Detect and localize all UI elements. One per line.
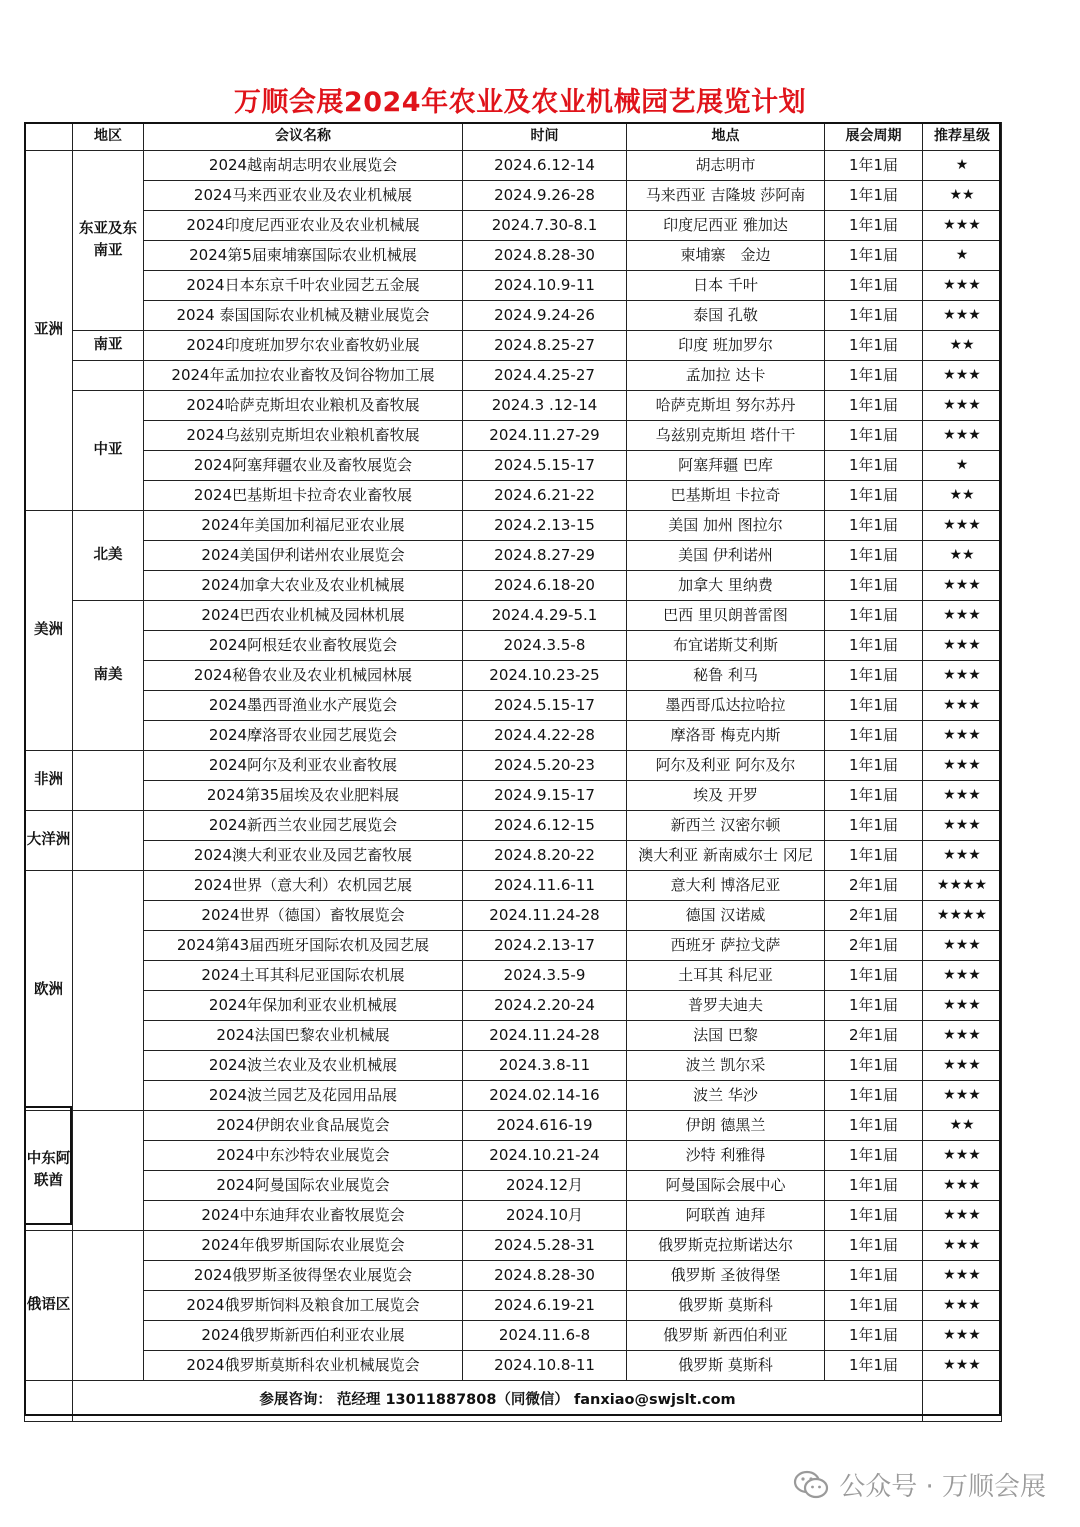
rating-cell: ★★★ <box>923 211 1002 241</box>
rating-cell: ★★★ <box>923 391 1002 421</box>
watermark-text: 公众号 · 万顺会展 <box>839 1472 1046 1502</box>
page-title: 万顺会展2024年农业及农业机械园艺展览计划 <box>233 87 807 118</box>
cycle-cell: 1年1届 <box>825 211 923 241</box>
cycle-cell: 2年1届 <box>825 871 923 901</box>
location-cell: 西班牙 萨拉戈萨 <box>627 931 825 961</box>
rating-cell: ★ <box>923 241 1002 271</box>
subregion-cell: 东亚及东南亚 <box>73 151 144 331</box>
exhibition-name-cell: 2024俄罗斯莫斯科农业机械展览会 <box>144 1351 463 1381</box>
cycle-cell: 1年1届 <box>825 241 923 271</box>
subregion-cell: 南亚 <box>73 331 144 361</box>
cycle-cell: 1年1届 <box>825 1201 923 1231</box>
rating-cell: ★★★ <box>923 1291 1002 1321</box>
watermark <box>793 1466 1046 1503</box>
location-cell: 阿塞拜疆 巴库 <box>627 451 825 481</box>
subregion-cell <box>73 751 144 811</box>
rating-cell: ★★★ <box>923 511 1002 541</box>
location-cell: 普罗夫迪夫 <box>627 991 825 1021</box>
date-cell: 2024.02.14-16 <box>463 1081 627 1111</box>
table-row <box>25 601 1002 631</box>
rating-cell: ★★★ <box>923 811 1002 841</box>
header-location: 地点 <box>627 123 825 151</box>
cycle-cell: 1年1届 <box>825 1351 923 1381</box>
location-cell: 德国 汉诺威 <box>627 901 825 931</box>
continent-cell: 俄语区 <box>25 1231 73 1381</box>
location-cell: 沙特 利雅得 <box>627 1141 825 1171</box>
location-cell: 日本 千叶 <box>627 271 825 301</box>
exhibition-name-cell: 2024年美国加利福尼亚农业展 <box>144 511 463 541</box>
exhibition-name-cell: 2024哈萨克斯坦农业粮机及畜牧展 <box>144 391 463 421</box>
location-cell: 柬埔寨 金边 <box>627 241 825 271</box>
location-cell: 俄罗斯 莫斯科 <box>627 1351 825 1381</box>
cycle-cell: 1年1届 <box>825 751 923 781</box>
subregion-cell <box>73 361 144 391</box>
rating-cell: ★★★ <box>923 571 1002 601</box>
location-cell: 俄罗斯克拉斯诺达尔 <box>627 1231 825 1261</box>
exhibition-name-cell: 2024年保加利亚农业机械展 <box>144 991 463 1021</box>
date-cell: 2024.8.27-29 <box>463 541 627 571</box>
exhibition-name-cell: 2024阿根廷农业畜牧展览会 <box>144 631 463 661</box>
location-cell: 哈萨克斯坦 努尔苏丹 <box>627 391 825 421</box>
exhibition-name-cell: 2024中东迪拜农业畜牧展览会 <box>144 1201 463 1231</box>
exhibition-name-cell: 2024秘鲁农业及农业机械园林展 <box>144 661 463 691</box>
cycle-cell: 1年1届 <box>825 661 923 691</box>
date-cell: 2024.4.25-27 <box>463 361 627 391</box>
date-cell: 2024.11.24-28 <box>463 901 627 931</box>
location-cell: 埃及 开罗 <box>627 781 825 811</box>
table-header-row <box>25 123 1002 151</box>
date-cell: 2024.4.29-5.1 <box>463 601 627 631</box>
subregion-cell: 中亚 <box>73 391 144 511</box>
cycle-cell: 1年1届 <box>825 301 923 331</box>
table-row <box>25 1321 1002 1351</box>
date-cell: 2024.11.24-28 <box>463 1021 627 1051</box>
subregion-cell <box>73 1111 144 1231</box>
cycle-cell: 1年1届 <box>825 961 923 991</box>
exhibition-name-cell: 2024伊朗农业食品展览会 <box>144 1111 463 1141</box>
wechat-icon <box>793 1470 829 1500</box>
subregion-cell <box>73 871 144 1111</box>
exhibition-name-cell: 2024世界（德国）畜牧展览会 <box>144 901 463 931</box>
exhibition-name-cell: 2024波兰园艺及花园用品展 <box>144 1081 463 1111</box>
date-cell: 2024.6.19-21 <box>463 1291 627 1321</box>
exhibition-name-cell: 2024印度尼西亚农业及农业机械展 <box>144 211 463 241</box>
location-cell: 秘鲁 利马 <box>627 661 825 691</box>
exhibition-name-cell: 2024加拿大农业及农业机械展 <box>144 571 463 601</box>
cycle-cell: 1年1届 <box>825 601 923 631</box>
rating-cell: ★★★★ <box>923 901 1002 931</box>
date-cell: 2024.11.6-8 <box>463 1321 627 1351</box>
cycle-cell: 1年1届 <box>825 781 923 811</box>
header-region: 地区 <box>73 123 144 151</box>
date-cell: 2024.616-19 <box>463 1111 627 1141</box>
table-row <box>25 991 1002 1021</box>
table-row <box>25 1201 1002 1231</box>
exhibition-name-cell: 2024巴基斯坦卡拉奇农业畜牧展 <box>144 481 463 511</box>
location-cell: 加拿大 里纳费 <box>627 571 825 601</box>
date-cell: 2024.3.8-11 <box>463 1051 627 1081</box>
cycle-cell: 1年1届 <box>825 571 923 601</box>
location-cell: 澳大利亚 新南威尔士 冈尼 <box>627 841 825 871</box>
rating-cell: ★★★ <box>923 1081 1002 1111</box>
rating-cell: ★★★ <box>923 661 1002 691</box>
date-cell: 2024.11.27-29 <box>463 421 627 451</box>
date-cell: 2024.2.13-15 <box>463 511 627 541</box>
rating-cell: ★★ <box>923 541 1002 571</box>
date-cell: 2024.5.15-17 <box>463 451 627 481</box>
table-row <box>25 1141 1002 1171</box>
rating-cell: ★★★ <box>923 421 1002 451</box>
cycle-cell: 1年1届 <box>825 151 923 181</box>
table-row <box>25 421 1002 451</box>
date-cell: 2024.6.12-15 <box>463 811 627 841</box>
cycle-cell: 2年1届 <box>825 901 923 931</box>
cycle-cell: 1年1届 <box>825 1171 923 1201</box>
location-cell: 墨西哥瓜达拉哈拉 <box>627 691 825 721</box>
table-row <box>25 361 1002 391</box>
rating-cell: ★★★ <box>923 1351 1002 1381</box>
exhibition-name-cell: 2024土耳其科尼亚国际农机展 <box>144 961 463 991</box>
rating-cell: ★★★★ <box>923 871 1002 901</box>
rating-cell: ★★★ <box>923 931 1002 961</box>
location-cell: 乌兹别克斯坦 塔什干 <box>627 421 825 451</box>
cycle-cell: 1年1届 <box>825 1141 923 1171</box>
table-row <box>25 661 1002 691</box>
subregion-cell <box>73 811 144 871</box>
exhibition-name-cell: 2024第35届埃及农业肥料展 <box>144 781 463 811</box>
date-cell: 2024.3.5-8 <box>463 631 627 661</box>
date-cell: 2024.10.23-25 <box>463 661 627 691</box>
location-cell: 马来西亚 吉隆坡 莎阿南 <box>627 181 825 211</box>
table-row <box>25 1171 1002 1201</box>
exhibition-name-cell: 2024中东沙特农业展览会 <box>144 1141 463 1171</box>
table-row <box>25 751 1002 781</box>
table-row <box>25 301 1002 331</box>
table-row <box>25 271 1002 301</box>
cycle-cell: 1年1届 <box>825 391 923 421</box>
subregion-cell <box>73 1231 144 1381</box>
rating-cell: ★★★ <box>923 1141 1002 1171</box>
date-cell: 2024.6.12-14 <box>463 151 627 181</box>
date-cell: 2024.5.20-23 <box>463 751 627 781</box>
table-row <box>25 1081 1002 1111</box>
location-cell: 泰国 孔敬 <box>627 301 825 331</box>
cycle-cell: 1年1届 <box>825 1321 923 1351</box>
continent-cell: 中东阿联酋 <box>25 1111 73 1231</box>
continent-cell: 非洲 <box>25 751 73 811</box>
location-cell: 阿曼国际会展中心 <box>627 1171 825 1201</box>
cycle-cell: 1年1届 <box>825 271 923 301</box>
rating-cell: ★★ <box>923 331 1002 361</box>
continent-cell: 大洋洲 <box>25 811 73 871</box>
date-cell: 2024.8.28-30 <box>463 241 627 271</box>
exhibition-name-cell: 2024日本东京千叶农业园艺五金展 <box>144 271 463 301</box>
table-row <box>25 781 1002 811</box>
rating-cell: ★★★ <box>923 301 1002 331</box>
location-cell: 印度 班加罗尔 <box>627 331 825 361</box>
rating-cell: ★★★ <box>923 691 1002 721</box>
header-rating: 推荐星级 <box>923 123 1002 151</box>
date-cell: 2024.12月 <box>463 1171 627 1201</box>
rating-cell: ★★★ <box>923 991 1002 1021</box>
rating-cell: ★★★ <box>923 1321 1002 1351</box>
rating-cell: ★★★ <box>923 271 1002 301</box>
date-cell: 2024.5.28-31 <box>463 1231 627 1261</box>
table-row <box>25 571 1002 601</box>
exhibition-name-cell: 2024俄罗斯新西伯利亚农业展 <box>144 1321 463 1351</box>
location-cell: 波兰 凯尔采 <box>627 1051 825 1081</box>
rating-cell: ★★★ <box>923 1261 1002 1291</box>
location-cell: 美国 加州 图拉尔 <box>627 511 825 541</box>
date-cell: 2024.8.25-27 <box>463 331 627 361</box>
date-cell: 2024.9.24-26 <box>463 301 627 331</box>
rating-cell: ★★ <box>923 181 1002 211</box>
rating-cell: ★★★ <box>923 841 1002 871</box>
table-row <box>25 211 1002 241</box>
continent-cell: 欧洲 <box>25 871 73 1111</box>
location-cell: 美国 伊利诺州 <box>627 541 825 571</box>
continent-cell: 亚洲 <box>25 151 73 511</box>
table-row <box>25 391 1002 421</box>
date-cell: 2024.7.30-8.1 <box>463 211 627 241</box>
continent-cell: 美洲 <box>25 511 73 751</box>
cycle-cell: 1年1届 <box>825 691 923 721</box>
exhibition-name-cell: 2024世界（意大利）农机园艺展 <box>144 871 463 901</box>
exhibition-name-cell: 2024新西兰农业园艺展览会 <box>144 811 463 841</box>
exhibition-name-cell: 2024第5届柬埔寨国际农业机械展 <box>144 241 463 271</box>
date-cell: 2024.10.21-24 <box>463 1141 627 1171</box>
subregion-cell: 南美 <box>73 601 144 751</box>
cycle-cell: 1年1届 <box>825 841 923 871</box>
location-cell: 胡志明市 <box>627 151 825 181</box>
date-cell: 2024.9.26-28 <box>463 181 627 211</box>
cycle-cell: 1年1届 <box>825 331 923 361</box>
table-row <box>25 1231 1002 1261</box>
rating-cell: ★★★ <box>923 751 1002 781</box>
cycle-cell: 1年1届 <box>825 451 923 481</box>
date-cell: 2024.2.20-24 <box>463 991 627 1021</box>
table-row <box>25 841 1002 871</box>
exhibition-name-cell: 2024波兰农业及农业机械展 <box>144 1051 463 1081</box>
table-row <box>25 931 1002 961</box>
cycle-cell: 1年1届 <box>825 511 923 541</box>
cycle-cell: 1年1届 <box>825 1051 923 1081</box>
rating-cell: ★★★ <box>923 1201 1002 1231</box>
rating-cell: ★★★ <box>923 1021 1002 1051</box>
rating-cell: ★★ <box>923 481 1002 511</box>
location-cell: 法国 巴黎 <box>627 1021 825 1051</box>
location-cell: 新西兰 汉密尔顿 <box>627 811 825 841</box>
rating-cell: ★★★ <box>923 721 1002 751</box>
table-row <box>25 451 1002 481</box>
exhibition-name-cell: 2024澳大利亚农业及园艺畜牧展 <box>144 841 463 871</box>
cycle-cell: 1年1届 <box>825 181 923 211</box>
header-name: 会议名称 <box>144 123 463 151</box>
table-row <box>25 151 1002 181</box>
exhibition-name-cell: 2024印度班加罗尔农业畜牧奶业展 <box>144 331 463 361</box>
exhibition-name-cell: 2024俄罗斯圣彼得堡农业展览会 <box>144 1261 463 1291</box>
rating-cell: ★ <box>923 151 1002 181</box>
cycle-cell: 1年1届 <box>825 1081 923 1111</box>
cycle-cell: 1年1届 <box>825 1111 923 1141</box>
location-cell: 印度尼西亚 雅加达 <box>627 211 825 241</box>
table-row <box>25 811 1002 841</box>
cycle-cell: 1年1届 <box>825 361 923 391</box>
date-cell: 2024.6.18-20 <box>463 571 627 601</box>
location-cell: 孟加拉 达卡 <box>627 361 825 391</box>
cycle-cell: 2年1届 <box>825 1021 923 1051</box>
table-row <box>25 511 1002 541</box>
date-cell: 2024.11.6-11 <box>463 871 627 901</box>
cycle-cell: 1年1届 <box>825 721 923 751</box>
location-cell: 波兰 华沙 <box>627 1081 825 1111</box>
location-cell: 俄罗斯 莫斯科 <box>627 1291 825 1321</box>
location-cell: 巴西 里贝朗普雷图 <box>627 601 825 631</box>
table-row <box>25 481 1002 511</box>
contact-info: 参展咨询： 范经理 13011887808（同微信） fanxiao@swjslt.com <box>73 1381 923 1422</box>
date-cell: 2024.10.9-11 <box>463 271 627 301</box>
exhibition-name-cell: 2024墨西哥渔业水产展览会 <box>144 691 463 721</box>
location-cell: 土耳其 科尼亚 <box>627 961 825 991</box>
table-row <box>25 691 1002 721</box>
subregion-cell: 北美 <box>73 511 144 601</box>
table-row <box>25 901 1002 931</box>
cycle-cell: 1年1届 <box>825 541 923 571</box>
cycle-cell: 1年1届 <box>825 421 923 451</box>
table-row <box>25 1261 1002 1291</box>
rating-cell: ★★★ <box>923 601 1002 631</box>
rating-cell: ★ <box>923 451 1002 481</box>
header-cycle: 展会周期 <box>825 123 923 151</box>
date-cell: 2024.8.20-22 <box>463 841 627 871</box>
contact-row <box>25 1381 1002 1422</box>
rating-cell: ★★★ <box>923 1171 1002 1201</box>
exhibition-name-cell: 2024俄罗斯饲料及粮食加工展览会 <box>144 1291 463 1321</box>
exhibition-name-cell: 2024法国巴黎农业机械展 <box>144 1021 463 1051</box>
date-cell: 2024.4.22-28 <box>463 721 627 751</box>
date-cell: 2024.10.8-11 <box>463 1351 627 1381</box>
cycle-cell: 2年1届 <box>825 931 923 961</box>
date-cell: 2024.6.21-22 <box>463 481 627 511</box>
exhibition-name-cell: 2024 泰国国际农业机械及糖业展览会 <box>144 301 463 331</box>
date-cell: 2024.2.13-17 <box>463 931 627 961</box>
location-cell: 伊朗 德黑兰 <box>627 1111 825 1141</box>
exhibition-name-cell: 2024马来西亚农业及农业机械展 <box>144 181 463 211</box>
date-cell: 2024.5.15-17 <box>463 691 627 721</box>
table-row <box>25 631 1002 661</box>
exhibition-name-cell: 2024乌兹别克斯坦农业粮机畜牧展 <box>144 421 463 451</box>
table-row <box>25 181 1002 211</box>
location-cell: 巴基斯坦 卡拉奇 <box>627 481 825 511</box>
rating-cell: ★★★ <box>923 361 1002 391</box>
table-row <box>25 1351 1002 1381</box>
table-row <box>25 541 1002 571</box>
header-time: 时间 <box>463 123 627 151</box>
table-row <box>25 1111 1002 1141</box>
cycle-cell: 1年1届 <box>825 481 923 511</box>
table-row <box>25 961 1002 991</box>
location-cell: 阿联酋 迪拜 <box>627 1201 825 1231</box>
location-cell: 意大利 博洛尼亚 <box>627 871 825 901</box>
exhibition-name-cell: 2024第43届西班牙国际农机及园艺展 <box>144 931 463 961</box>
exhibition-name-cell: 2024年孟加拉农业畜牧及饲谷物加工展 <box>144 361 463 391</box>
cycle-cell: 1年1届 <box>825 1261 923 1291</box>
date-cell: 2024.8.28-30 <box>463 1261 627 1291</box>
date-cell: 2024.10月 <box>463 1201 627 1231</box>
exhibition-name-cell: 2024巴西农业机械及园林机展 <box>144 601 463 631</box>
table-row <box>25 871 1002 901</box>
table-row <box>25 241 1002 271</box>
exhibition-name-cell: 2024阿尔及利亚农业畜牧展 <box>144 751 463 781</box>
exhibition-name-cell: 2024阿曼国际农业展览会 <box>144 1171 463 1201</box>
exhibition-name-cell: 2024越南胡志明农业展览会 <box>144 151 463 181</box>
date-cell: 2024.3.5-9 <box>463 961 627 991</box>
table-row <box>25 721 1002 751</box>
cycle-cell: 1年1届 <box>825 811 923 841</box>
exhibition-name-cell: 2024美国伊利诺州农业展览会 <box>144 541 463 571</box>
cycle-cell: 1年1届 <box>825 991 923 1021</box>
rating-cell: ★★★ <box>923 961 1002 991</box>
table-row <box>25 1021 1002 1051</box>
cycle-cell: 1年1届 <box>825 631 923 661</box>
table-row <box>25 1051 1002 1081</box>
rating-cell: ★★★ <box>923 1231 1002 1261</box>
location-cell: 布宜诺斯艾利斯 <box>627 631 825 661</box>
date-cell: 2024.3 .12-14 <box>463 391 627 421</box>
location-cell: 俄罗斯 圣彼得堡 <box>627 1261 825 1291</box>
table-row <box>25 1291 1002 1321</box>
rating-cell: ★★★ <box>923 1051 1002 1081</box>
location-cell: 摩洛哥 梅克内斯 <box>627 721 825 751</box>
date-cell: 2024.9.15-17 <box>463 781 627 811</box>
rating-cell: ★★★ <box>923 631 1002 661</box>
location-cell: 俄罗斯 新西伯利亚 <box>627 1321 825 1351</box>
cycle-cell: 1年1届 <box>825 1291 923 1321</box>
rating-cell: ★★ <box>923 1111 1002 1141</box>
exhibition-name-cell: 2024年俄罗斯国际农业展览会 <box>144 1231 463 1261</box>
cycle-cell: 1年1届 <box>825 1231 923 1261</box>
exhibition-name-cell: 2024阿塞拜疆农业及畜牧展览会 <box>144 451 463 481</box>
exhibition-name-cell: 2024摩洛哥农业园艺展览会 <box>144 721 463 751</box>
rating-cell: ★★★ <box>923 781 1002 811</box>
table-row <box>25 331 1002 361</box>
exhibition-table <box>24 122 1002 1422</box>
location-cell: 阿尔及利亚 阿尔及尔 <box>627 751 825 781</box>
